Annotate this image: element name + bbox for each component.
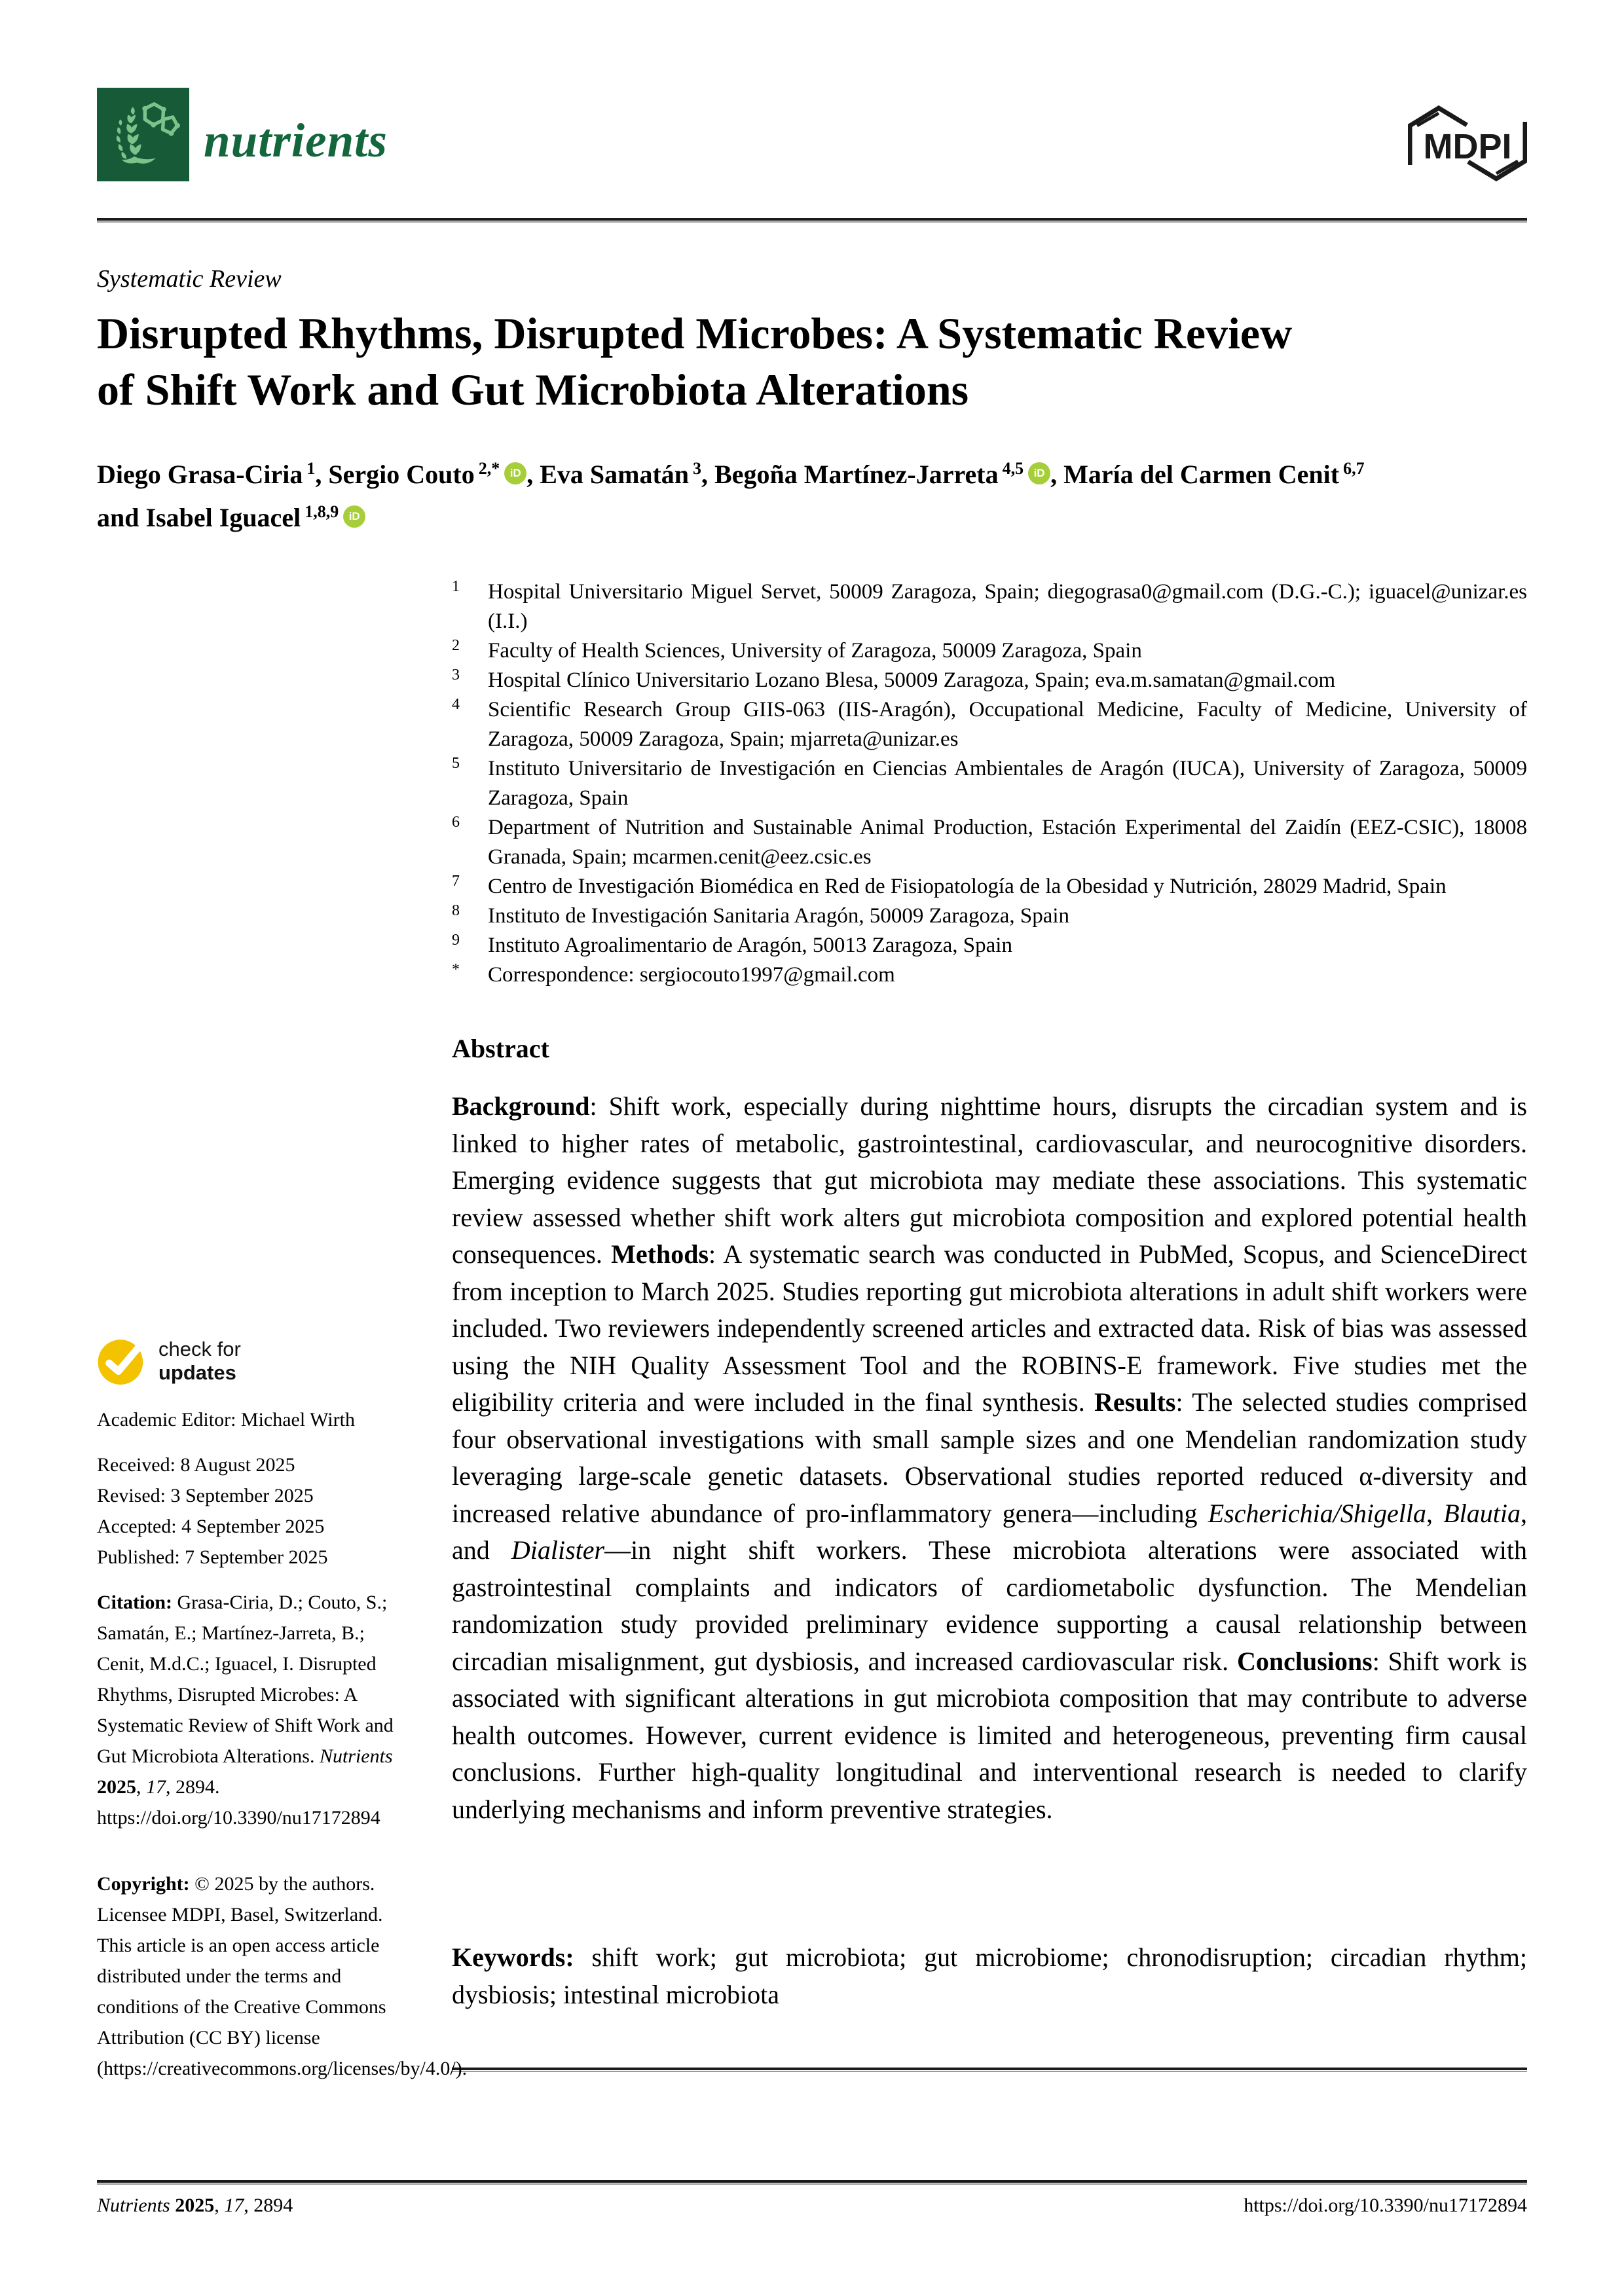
- affiliation-number: *: [452, 961, 460, 978]
- author-name: Eva Samatán: [540, 460, 690, 489]
- badge-line-1: check for: [158, 1338, 241, 1360]
- copyright-note: [97, 1868, 468, 2084]
- mdpi-wordmark: MDPI: [1423, 127, 1512, 166]
- author-separator: ,: [315, 460, 329, 489]
- revised-date: Revised: 3 September 2025: [97, 1485, 314, 1506]
- copyright-label: Copyright:: [97, 1873, 195, 1895]
- abstract-run: : A systematic search was conducted in PubMed, Scopus, and ScienceDirect from inception to March 2025. Studies reporting gut microbiota alterations in adult shift workers were included. Two reviewers independently screened articles and extracted data. Risk of bias was assessed using the NIH Quality Assessment Tool and the ROBINS-E framework. Five studies met the eligibility criteria and were included in the final synthesis.: [452, 1239, 1527, 1417]
- abstract-label-results: Results: [1094, 1387, 1176, 1417]
- author-name: María del Carmen Cenit: [1063, 460, 1340, 489]
- abstract-heading: Abstract: [452, 1034, 549, 1063]
- author-affil-sup: 1,8,9: [304, 501, 339, 521]
- affiliation-row: [452, 695, 1527, 754]
- genus-name: Blautia: [1443, 1498, 1521, 1528]
- article-dates: [97, 1449, 327, 1573]
- orcid-icon[interactable]: iD: [504, 462, 526, 484]
- keywords-text: shift work; gut microbiota; gut microbiome; chronodisruption; circadian rhythm; dysbiosis; intestinal microbiota: [452, 1942, 1527, 2009]
- title-line-2: of Shift Work and Gut Microbiota Alterations: [97, 365, 969, 414]
- affiliation-row: [452, 813, 1527, 872]
- mdpi-logo: [1408, 105, 1527, 182]
- header-rule: [97, 218, 1527, 223]
- journal-citation: [97, 2195, 293, 2217]
- citation-label: Citation:: [97, 1592, 177, 1613]
- affiliation-text: Department of Nutrition and Sustainable Animal Production, Estación Experimental del Zaidín (EEZ-CSIC), 18008 Granada, Spain; mcarmen.cenit@eez.csic.es: [488, 816, 1527, 869]
- author-name: Begoña Martínez-Jarreta: [714, 460, 999, 489]
- author-affil-sup: 3: [693, 458, 702, 478]
- citation-run: Grasa-Ciria, D.; Couto, S.; Samatán, E.; Martínez-Jarreta, B.; Cenit, M.d.C.; Iguacel, I. Disrupted Rhythms, Disrupted Microbes: A Systematic Review of Shift Work and Gut Microbiota Alterations.: [97, 1592, 394, 1767]
- affiliation-row: [452, 754, 1527, 813]
- affiliation-row: [452, 902, 1527, 931]
- keywords-rule: [452, 2068, 1527, 2072]
- accepted-date: Accepted: 4 September 2025: [97, 1516, 325, 1537]
- footer-rule: [97, 2180, 1527, 2185]
- crossmark-check-icon: [97, 1336, 148, 1387]
- genus-name: Escherichia/Shigella: [1208, 1498, 1426, 1528]
- wheat-molecule-icon: [105, 96, 182, 173]
- and-word: and: [97, 503, 146, 532]
- author-name: Sergio Couto: [328, 460, 475, 489]
- author-separator: ,: [701, 460, 715, 489]
- orcid-icon[interactable]: iD: [343, 505, 365, 528]
- affiliation-row: [452, 577, 1527, 636]
- published-date: Published: 7 September 2025: [97, 1546, 328, 1568]
- authors-row-2: [97, 496, 1551, 539]
- doi-link[interactable]: https://doi.org/10.3390/nu17172894: [1244, 2195, 1527, 2216]
- abstract-label-background: Background: [452, 1091, 590, 1121]
- abstract-run: : Shift work is associated with significant alterations in gut microbiota composition that may contribute to adverse health outcomes. However, current evidence is limited and heterogeneous, preventing firm causal conclusions. Further high-quality longitudinal and interventional research is needed to clarify underlying mechanisms and inform preventive strategies.: [452, 1646, 1528, 1824]
- badge-line-2: updates: [158, 1361, 236, 1384]
- article-type: Systematic Review: [97, 265, 282, 293]
- affiliation-text: Hospital Clínico Universitario Lozano Blesa, 50009 Zaragoza, Spain; eva.m.samatan@gmail.com: [488, 668, 1336, 692]
- keywords-label: Keywords:: [452, 1942, 574, 1972]
- author-name: Isabel Iguacel: [145, 503, 301, 532]
- authors-line: [97, 453, 1551, 539]
- author-name: Diego Grasa-Ciria: [97, 460, 303, 489]
- footer-sep: ,: [214, 2195, 225, 2216]
- affiliation-text: Centro de Investigación Biomédica en Red de Fisiopatología de la Obesidad y Nutrición, 28029 Madrid, Spain: [488, 875, 1447, 898]
- abstract-run: , and: [452, 1498, 1527, 1565]
- page-title: [97, 305, 1551, 418]
- abstract-run: : Shift work, especially during nighttime hours, disrupts the circadian system and is linked to higher rates of metabolic, gastrointestinal, cardiovascular, and neurocognitive disorders. Emerging evidence suggests that gut microbiota may mediate these associations. This systematic review assessed whether shift work alters gut microbiota composition and explored potential health consequences.: [452, 1091, 1527, 1269]
- abstract-label-conclusions: Conclusions: [1236, 1646, 1373, 1676]
- copyright-text: © 2025 by the authors. Licensee MDPI, Basel, Switzerland. This article is an open access article distributed under the terms and conditions of the Creative Commons Attribution (CC BY) license (https://creativecommons.org/licenses/by/4.0/).: [97, 1873, 468, 2079]
- academic-editor: Academic Editor: Michael Wirth: [97, 1409, 355, 1430]
- affiliation-row: [452, 666, 1527, 695]
- abstract-run: ,: [1426, 1498, 1444, 1528]
- affiliation-number: 6: [452, 814, 460, 831]
- check-updates-badge[interactable]: [97, 1336, 241, 1387]
- footer-journal: Nutrients: [97, 2195, 175, 2216]
- title-line-1: Disrupted Rhythms, Disrupted Microbes: A Systematic Review: [97, 308, 1293, 358]
- citation-journal: Nutrients: [319, 1745, 393, 1767]
- abstract-label-methods: Methods: [611, 1239, 709, 1269]
- affiliation-number: 3: [452, 666, 460, 683]
- nutrients-logo-box: [97, 88, 189, 181]
- author-affil-sup: 4,5: [1002, 458, 1024, 478]
- footer-article-number: , 2894: [244, 2195, 293, 2216]
- affiliation-row: [452, 960, 1527, 990]
- author-separator: ,: [1050, 460, 1064, 489]
- author-affil-sup: 1: [306, 458, 316, 478]
- affiliation-text: Instituto Universitario de Investigación en Ciencias Ambientales de Aragón (IUCA), University of Zaragoza, 50009 Zaragoza, Spain: [488, 757, 1527, 810]
- affiliation-row: [452, 636, 1527, 666]
- citation-note: [97, 1587, 413, 1833]
- received-date: Received: 8 August 2025: [97, 1454, 295, 1476]
- footer-year: 2025: [175, 2195, 215, 2216]
- abstract-text: [452, 1088, 1527, 1828]
- affiliation-number: 4: [452, 696, 460, 713]
- affiliation-row: [452, 872, 1527, 902]
- check-updates-label: [158, 1338, 241, 1385]
- citation-doi: , 2894. https://doi.org/10.3390/nu17172894: [97, 1776, 380, 1829]
- affiliation-number: 5: [452, 755, 460, 772]
- affiliations-list: [452, 577, 1527, 990]
- affiliation-number: 8: [452, 902, 460, 919]
- orcid-icon[interactable]: iD: [1028, 462, 1050, 484]
- affiliation-number: 7: [452, 873, 460, 890]
- author-affil-sup: 6,7: [1343, 458, 1365, 478]
- affiliation-text: Hospital Universitario Miguel Servet, 50009 Zaragoza, Spain; diegograsa0@gmail.com (D.G.-C.); iguacel@unizar.es (I.I.): [488, 580, 1527, 633]
- affiliation-text: Instituto Agroalimentario de Aragón, 50013 Zaragoza, Spain: [488, 934, 1012, 957]
- abstract-run: : The selected studies comprised four observational investigations with small sample sizes and one Mendelian randomization study leveraging large-scale genetic datasets. Observational studies reported reduced α-diversity and increased relative abundance of pro-inflammatory genera—including: [452, 1387, 1527, 1528]
- affiliation-row: [452, 931, 1527, 960]
- citation-volume: 17: [146, 1776, 166, 1798]
- authors-row-1: [97, 453, 1551, 496]
- affiliation-number: 2: [452, 637, 460, 654]
- journal-logo: [97, 88, 388, 181]
- journal-wordmark: nutrients: [204, 114, 388, 167]
- footer: [97, 2195, 1527, 2217]
- author-separator: ,: [526, 460, 540, 489]
- keywords: [452, 1939, 1527, 2013]
- affiliation-text: Correspondence: sergiocouto1997@gmail.com: [488, 963, 895, 987]
- citation-year: 2025: [97, 1776, 136, 1798]
- affiliation-text: Instituto de Investigación Sanitaria Aragón, 50009 Zaragoza, Spain: [488, 904, 1070, 928]
- genus-name: Dialister: [511, 1535, 605, 1565]
- citation-run: ,: [136, 1776, 146, 1798]
- affiliation-number: 9: [452, 932, 460, 949]
- affiliation-number: 1: [452, 578, 460, 595]
- affiliation-text: Faculty of Health Sciences, University of Zaragoza, 50009 Zaragoza, Spain: [488, 639, 1142, 663]
- affiliation-text: Scientific Research Group GIIS-063 (IIS-Aragón), Occupational Medicine, Faculty of Medicine, University of Zaragoza, 50009 Zaragoza, Spain; mjarreta@unizar.es: [488, 698, 1527, 751]
- footer-volume: 17: [224, 2195, 244, 2216]
- author-affil-sup: 2,*: [478, 458, 500, 478]
- abstract-run: —in night shift workers. These microbiota alterations were associated with gastrointestinal complaints and indicators of cardiometabolic dysfunction. The Mendelian randomization study provided preliminary evidence supporting a causal relationship between circadian misalignment, gut dysbiosis, and increased cardiovascular risk.: [452, 1535, 1527, 1676]
